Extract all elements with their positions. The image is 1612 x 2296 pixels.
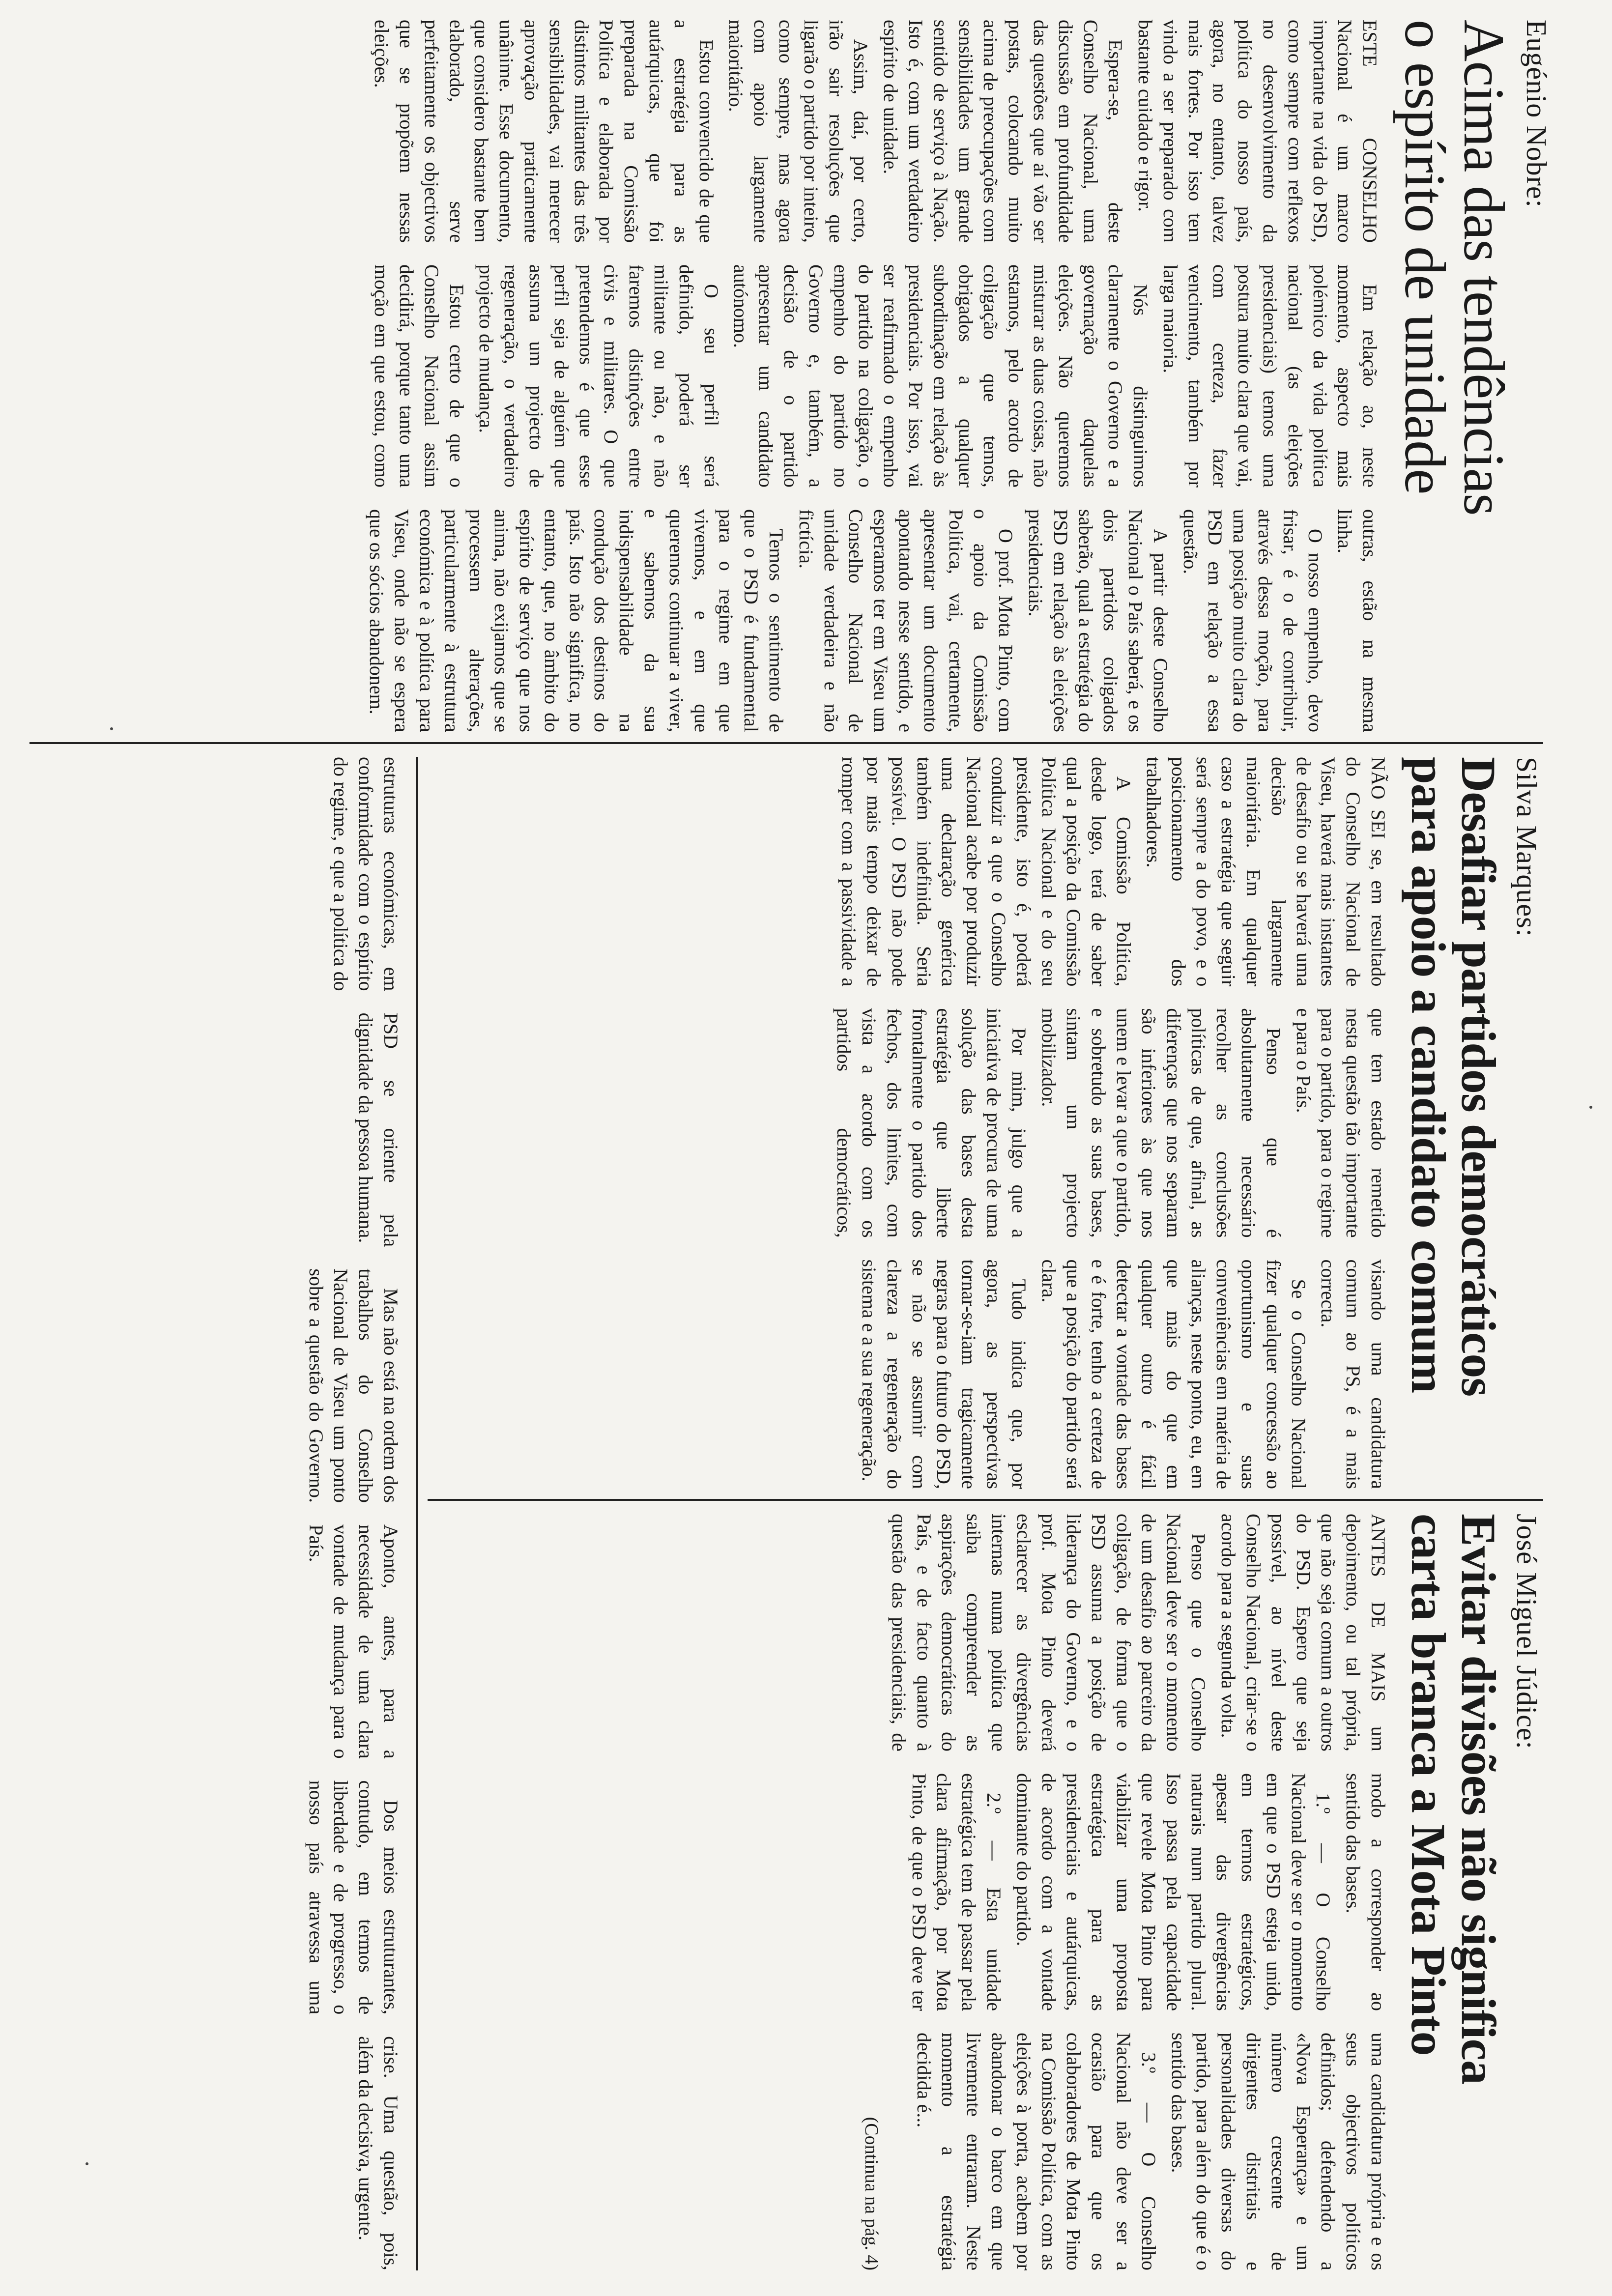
continued-note: (Continua na pág. 4) — [861, 2117, 882, 2270]
paragraph: Espera-se, deste Conselho Nacional, uma discussão em profundidade das questões que aí vão ser postas, colocando muito acima de preocupações com sensibilidades um grande sentido de serviço à Nação. Isto é, com um verdadeiro espírito de unidade. — [880, 20, 1127, 243]
headline-line: Evitar divisões não significa — [1451, 1514, 1506, 2084]
paragraph: Penso que é absolutamente necessário recolher as conclusões políticas de que, afinal, as diferenças que nos separam são inferiores às que nos unem e levar a que o partido, e sobretudo as suas bases, sintam um projecto mobilizador. — [1037, 1008, 1285, 1238]
paragraph: Dos meios estruturantes, contudo, em termos de liberdade e de progresso, o nosso país atravessa uma crise. Uma questão, pois, além da decisiva, urgente. — [305, 1780, 402, 2270]
paragraph: Se o Conselho Nacional fizer qualquer concessão ao oportunismo e suas conveniências em matéria de alianças, neste ponto, eu, em que mais do que em qualquer outro é fácil detectar a vontade das bases e é forte, tenho a certeza de que a posição do partido será clara. — [1037, 1259, 1310, 1489]
column-rule — [428, 1499, 1543, 1501]
article-silva-marques — [428, 757, 1543, 1489]
byline: Silva Marques: — [1511, 757, 1543, 937]
headline — [1401, 757, 1506, 1489]
paragraph: Penso que o Conselho Nacional deve ser o momento de um desafio ao parceiro da coligação, de forma que o PSD assuma a posição de liderança do Governo, e o prof. Mota Pinto deverá esclarecer as divergências internas numa política que saiba compreender as aspirações democráticas do País, e de facto quanto à questão das presidenciais, de modo a corresponder ao sentido das bases. — [888, 1514, 1389, 2011]
paragraph: Estou certo de que o Conselho Nacional assim decidirá, porque tanto uma moção em que estou, como outras, estão na mesma linha. — [371, 264, 1382, 732]
headline-line: carta branca a Mota Pinto — [1401, 1514, 1456, 2056]
headline — [1401, 1514, 1506, 2270]
paragraph: 2.º — Esta unidade estratégica tem de passar pela clara afirmação, por Mota Pinto, de que o PSD deve ter uma candidatura própria e os seus objectivos políticos definidos; defendendo a «Nova Esperança» e um número crescente de dirigentes distritais e personalidades diversas do partido, para além do que é o sentido das bases. — [908, 1773, 1389, 2270]
column-rule — [29, 742, 1543, 744]
paragraph: ANTES DE MAIS um depoimento, ou tal própria, que não seja comum a outros do PSD. Espero que seja possível, ao nível deste Conselho Nacional, criar-se o acordo para a segunda volta. — [1217, 1514, 1389, 1751]
byline: José Miguel Júdice: — [1511, 1514, 1543, 1750]
article-jose-miguel-judice — [428, 1514, 1543, 2270]
article-body — [886, 1514, 1390, 2270]
paragraph: NÃO SEI se, em resultado do Conselho Nacional de Viseu, haverá mais instantes de desafio ou se haverá uma decisão largamente maioritária. Em qualquer caso a estratégia que seguir será sempre a do povo, e o posicionamento dos trabalhadores. — [1142, 757, 1389, 987]
article-eugenio-nobre — [20, 20, 1553, 732]
scan-speck — [110, 727, 113, 730]
paragraph: A Comissão Política, desde logo, terá de saber qual a posição da Comissão Política Nacional e do seu presidente, isto é, poderá conduzir a que o Conselho Nacional acabe por produzir uma declaração genérica também indefinida. Seria possível. O PSD não pode por mais tempo deixar de romper com a passividade a que tem estado remetido nesta questão tão importante para o partido, para o regime e para o País. — [838, 757, 1389, 1238]
scan-speck — [1589, 1106, 1592, 1109]
headline-line: o espírito de unidade — [1392, 20, 1457, 494]
top-strip — [20, 757, 403, 2270]
paragraph: O nosso empenho, devo frisar, é o de contribuir, através dessa moção, para uma posição muito clara do PSD em relação a essa questão. — [1179, 509, 1326, 732]
top-strip-body — [303, 757, 403, 2270]
paragraph: Estou convencido de que a estratégia para as autárquicas, que foi preparada na Comissão Política e elaborada por distintos militantes das três sensibilidades, vai merecer aprovação praticamente unânime. Esse documento, que considero bastante bem elaborado, serve perfeitamente os objectivos que se propõem nessas eleições. — [371, 20, 718, 243]
paragraph: Tudo indica que, por agora, as perspectivas tornar-se-iam tragicamente negras para o futuro do PSD, se não se assumir com clareza a regeneração do sistema e a sua regeneração. — [858, 1259, 1030, 1489]
paragraph: A partir deste Conselho Nacional o País saberá, e os dois partidos coligados saberão, qual a estratégia do PSD em relação às eleições presidenciais. — [1024, 509, 1172, 732]
article-body — [364, 20, 1382, 732]
paragraph: Temos o sentimento de que o PSD é fundamental para o regime em que vivemos, e em que queremos continuar a viver, e sabemos da sua indispensabilidade na condução dos destinos do país. Isto não significa, no entanto, que, no âmbito do espírito de serviço que nos anima, não exijamos que se processem alterações, particularmente à estrutura económica e à política para Viseu, onde não se espera que os sócios abandonem. — [366, 509, 787, 732]
paragraph: 3.º — O Conselho Nacional não deve ser a ocasião para que os colaboradores de Mota Pinto na Comissão Política, com as eleições à porta, acabem por abandonar o barco em que livremente entraram. Neste momento a estratégia decidida é... — [913, 2033, 1160, 2270]
paragraph: Assim, daí, por certo, irão sair resoluções que ligarão o partido por inteiro, como sempre, mas agora com apoio largamente maioritário. — [725, 20, 872, 243]
headline-line: para apoio a candidato comum — [1401, 757, 1456, 1393]
paragraph: estruturas económicas, em conformidade com o espírito do regime, e que a política do PSD se oriente pela dignidade da pessoa humana. — [330, 757, 402, 1247]
headline — [1392, 20, 1516, 732]
headline-line: Desafiar partidos democráticos — [1451, 757, 1506, 1397]
byline: Eugénio Nobre: — [1521, 20, 1553, 208]
headline-line: Acima das tendências — [1452, 20, 1516, 516]
paragraph: O seu perfil será definido, poderá ser militante ou não, e não faremos distinções entre civis e militares. O que pretendemos é que esse perfil seja de alguém que assuma um projecto de regeneração, o verdadeiro projecto de mudança. — [475, 264, 722, 488]
paragraph: ESTE CONSELHO Nacional é um marco importante na vida do PSD, como sempre com reflexos no desenvolvimento da política do nosso país, agora, no entanto, talvez mais fortes. Por isso tem vindo a ser preparado com bastante cuidado e rigor. — [1134, 20, 1382, 243]
paragraph: Mas não está na ordem dos trabalhos do Conselho Nacional de Viseu um ponto sobre a questão do Governo. Aponto, antes, para a necessidade de uma clara vontade de mudança para o País. — [305, 1268, 402, 1759]
section-rule — [416, 757, 418, 2270]
article-body — [831, 757, 1390, 1489]
paragraph: 1.º — O Conselho Nacional deve ser o momento em que o PSD esteja unido, em termos estratégicos, apesar das divergências naturais num partido plural. Isso passa pela capacidade que revele Mota Pinto para viabilizar uma proposta estratégica para as presidenciais e autárquicas, de acordo com a vontade dominante do partido. — [1012, 1773, 1335, 2011]
paragraph: Por mim, julgo que a iniciativa de procura de uma solução das bases desta estratégia que liberte frontalmente o partido dos fechos, dos limites, com vista a acordo com os partidos democráticos, visando uma candidatura comum ao PS, é a mais correcta. — [833, 1008, 1389, 1489]
paragraph: O prof. Mota Pinto, com o apoio da Comissão Política, vai, certamente, apresentar um documento apontando nesse sentido, e esperamos ter em Viseu um Conselho Nacional de unidade verdadeira e não fictícia. — [795, 509, 1017, 732]
paragraph: Nós distinguimos claramente o Governo e a governação daquelas eleições. Não queremos misturar as duas coisas, não estamos, pelo acordo de coligação que temos, obrigados a qualquer subordinação em relação às presidenciais. Por isso, vai ser reafirmado o empenho do partido na coligação, o empenho do partido no Governo e, também, a decisão de o partido apresentar um candidato autónomo. — [730, 264, 1152, 488]
scan-speck — [86, 2162, 88, 2165]
paragraph: Em relação ao, neste momento, aspecto mais polémico da vida política nacional (as eleições presidenciais) temos uma postura muito clara que vai, com certeza, fazer vencimento, também por larga maioria. — [1159, 264, 1382, 488]
